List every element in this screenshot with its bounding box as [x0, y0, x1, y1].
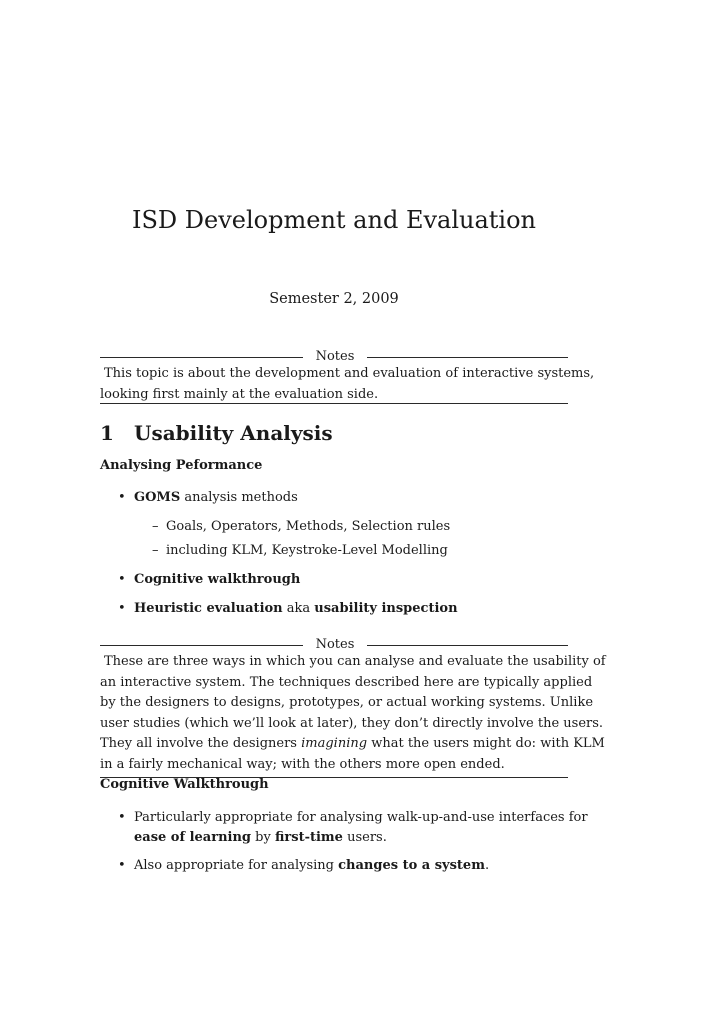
heuristic-term: Heuristic evaluation: [134, 601, 283, 616]
bullet-icon: •: [118, 810, 126, 825]
document-semester: Semester 2, 2009: [269, 291, 399, 307]
subheading-analysing: Analysing Peformance: [100, 458, 263, 473]
walkthrough-b1-line2: [134, 828, 568, 848]
changes-term: changes to a system: [338, 858, 485, 873]
subheading-walkthrough: Cognitive Walkthrough: [100, 777, 269, 792]
goms-rest: analysis methods: [180, 490, 298, 505]
list-subitem-klm: including KLM, Keystroke-Level Modelling: [166, 543, 448, 558]
notes1-rule-right: [367, 357, 568, 358]
notes1-line: looking first mainly at the evaluation side.: [100, 386, 379, 402]
b2-end: .: [484, 858, 490, 873]
notes2-line: These are three ways in which you can analyse and evaluate the usability of: [104, 654, 606, 669]
notes2-line: [100, 734, 605, 755]
notes1-rule-bottom: [100, 403, 568, 404]
goms-term: GOMS: [134, 490, 181, 505]
notes1-line: This topic is about the development and evaluation of interactive systems,: [104, 366, 595, 381]
notes2-line: by the designers to designs, prototypes, or actual working systems. Unlike: [100, 695, 594, 710]
section-title: Usability Analysis: [134, 421, 333, 445]
first-time-term: first-time: [274, 830, 343, 845]
notes2-rule-right: [367, 645, 568, 646]
notes2-text: [100, 652, 606, 775]
list-item-goms: [134, 488, 298, 508]
dash-icon: –: [152, 543, 159, 558]
notes2-imagining: imagining: [301, 736, 368, 751]
section-number: 1: [100, 421, 114, 445]
b1-end: users.: [342, 830, 387, 845]
notes2-line: user studies (which we’ll look at later), they don’t directly involve the users.: [100, 715, 604, 731]
list-item-appropriate: [134, 808, 588, 848]
notes2-line: in a fairly mechanical way; with the others more open ended.: [100, 756, 505, 772]
bullet-icon: •: [118, 572, 126, 587]
notes2-line5-end: what the users might do: with KLM: [367, 736, 605, 751]
document-title: ISD Development and Evaluation: [132, 206, 536, 234]
ease-of-learning-term: ease of learning: [134, 830, 252, 845]
notes1-rule-left: [100, 357, 303, 358]
bullet-icon: •: [118, 490, 126, 505]
b2-text: Also appropriate for analysing: [134, 858, 339, 873]
notes1-label: Notes: [315, 349, 355, 364]
notes2-rule-left: [100, 645, 303, 646]
usability-inspection-term: usability inspection: [314, 601, 458, 616]
list-item-changes: [134, 856, 489, 876]
dash-icon: –: [152, 519, 159, 534]
list-item-cognitive: Cognitive walkthrough: [134, 572, 301, 587]
list-item-heuristic: [134, 599, 458, 619]
bullet-icon: •: [118, 601, 126, 616]
bullet-icon: •: [118, 858, 126, 873]
notes2-line5-start: They all involve the designers: [100, 736, 302, 751]
walkthrough-b1-line1: Particularly appropriate for analysing walk-up-and-use interfaces for: [134, 810, 588, 825]
notes2-label: Notes: [315, 637, 355, 652]
notes2-line: an interactive system. The techniques described here are typically applied: [100, 674, 593, 690]
section-heading: [100, 418, 333, 448]
notes1-text: [100, 364, 595, 405]
heuristic-mid: aka: [282, 601, 315, 616]
list-subitem-goals: Goals, Operators, Methods, Selection rules: [166, 519, 451, 534]
b1-mid: by: [251, 830, 275, 845]
